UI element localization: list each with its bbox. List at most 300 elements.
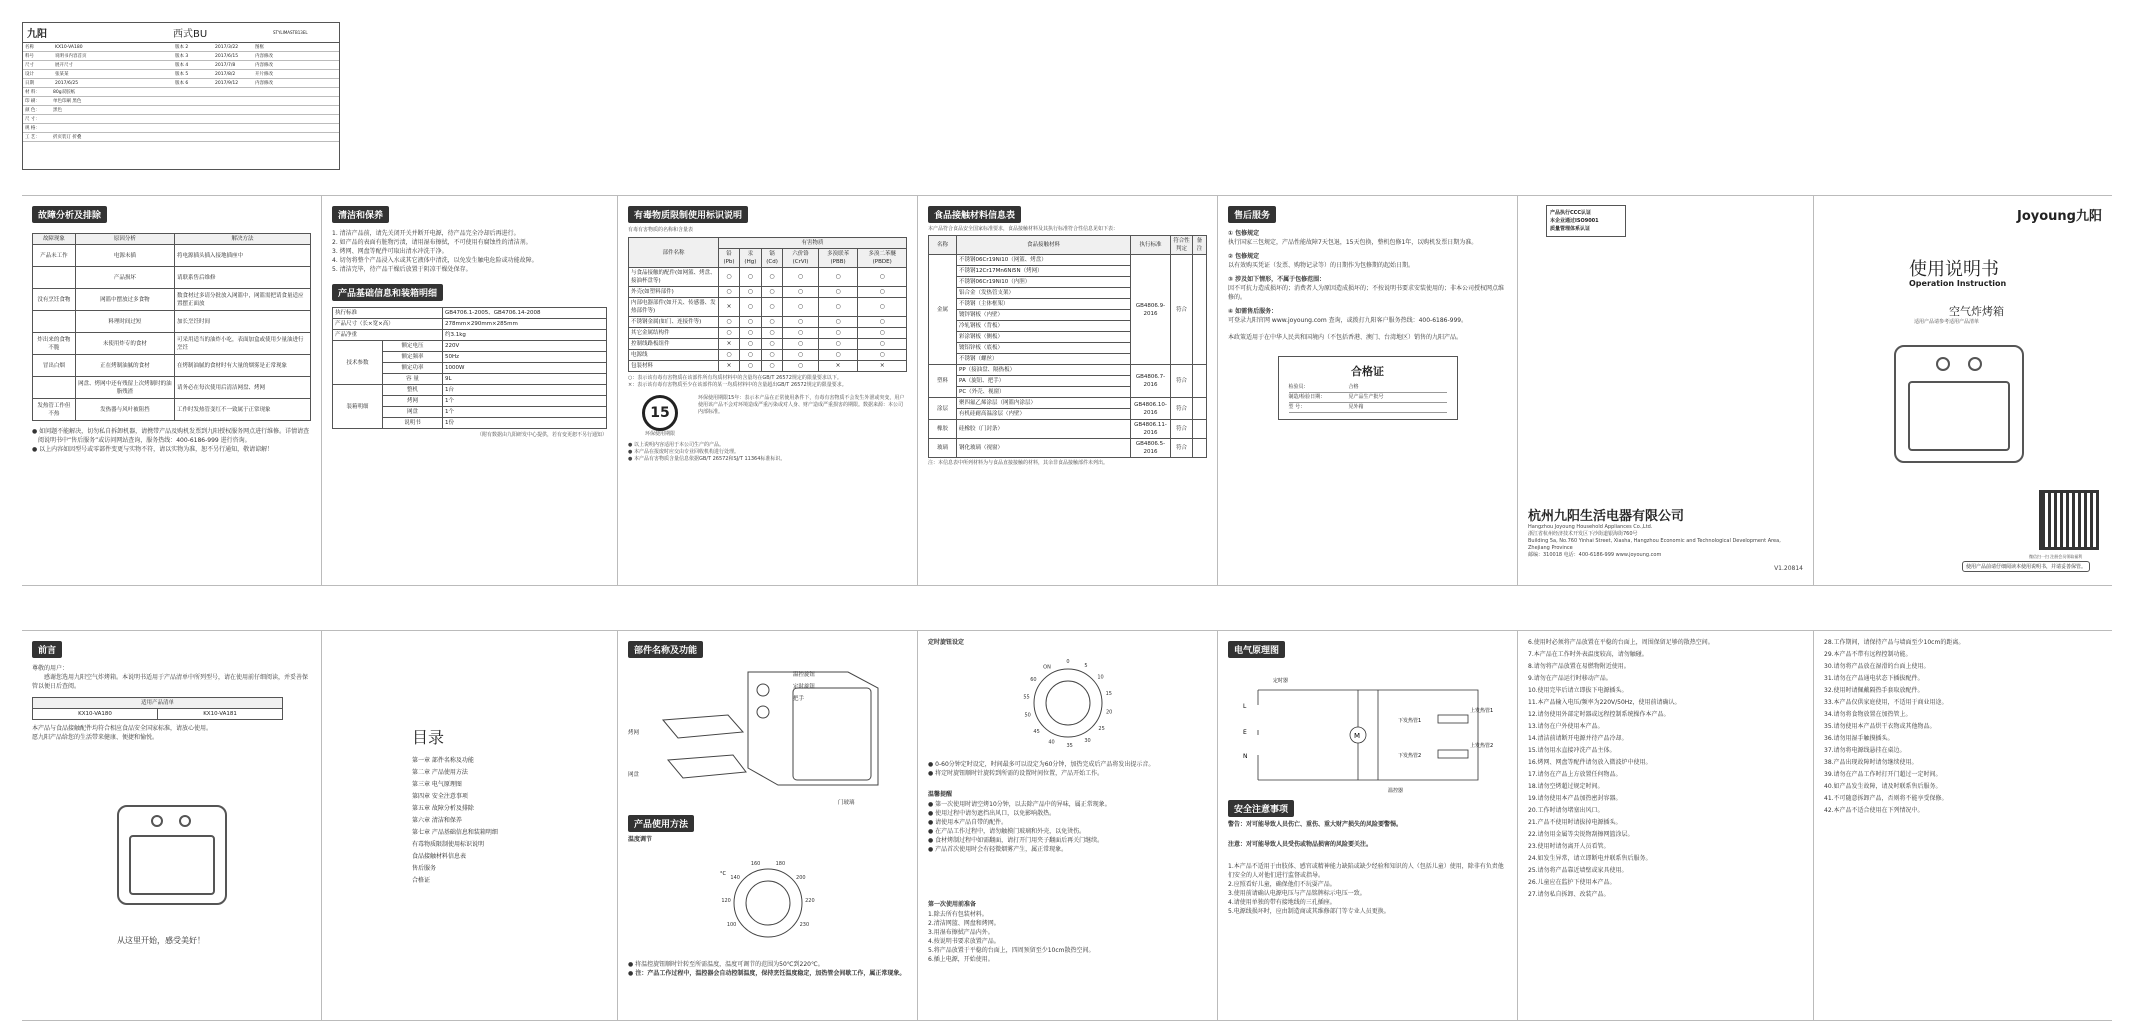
fault-cell [33,311,76,333]
toc-item: 第一章 部件名称及功能 [412,757,474,764]
dial-tick: 35 [1066,743,1073,749]
food-res: 符合 [1171,420,1193,439]
food-item: 彩涂钢板（侧板） [957,332,1131,343]
food-item: 不锈钢06Cr19Ni10（内胆） [957,277,1131,288]
toc-item: 第六章 清洁和保养 [412,817,462,824]
food-item: 不锈钢（螺丝） [957,354,1131,365]
toxic-bullet: ● 本产品有害物质含量信息依据GB/T 26572和SJ/T 11364标准标识。 [628,456,786,462]
fault-cell: 产品损坏 [75,267,174,289]
fault-cell: 请联系售后维修 [174,267,310,289]
timer-tip: ● 使用过程中请勿遮挡出风口，以免影响散热。 [928,810,1056,817]
part-label: 温控旋钮 [793,672,816,678]
toxic-mark: ○ [761,361,783,372]
safety-item: 39.请勿在产品工作时打开门超过一定时间。 [1824,771,1942,778]
c-M: M [1354,732,1361,740]
toxic-row [629,317,907,328]
toxic-mark: ○ [818,298,858,317]
fault-row [33,399,311,421]
spec-extra-val: 单色印刷 黑色 [53,99,82,104]
toxic-header: 铅(Pb) [719,249,740,268]
part-label: 烤网 [628,730,640,736]
cover-product: 空气炸烤箱 [1949,305,2004,318]
safety-item: 29.本产品不带有远程控制功能。 [1824,651,1912,658]
service-heading: ① 包修规定 [1228,230,1260,237]
spec-val: GB4706.1-2005、GB4706.14-2008 [443,308,607,319]
spec-extra-row [23,106,339,115]
spec-extra-val: 黑色 [53,108,62,113]
spec-division: 西式BU [173,29,208,40]
spec-cell: 尺寸 [25,63,34,68]
c-h2: 上发热管1 [1470,708,1494,714]
spec-cell: 版本 5 [175,72,189,77]
food-item: 冷轧钢板（背板） [957,321,1131,332]
parts-title: 部件名称及功能 [628,641,703,658]
spec-extra-val: 折页装订 折叠 [53,135,82,140]
safety-item: 18.请勿空烤超过规定时间。 [1528,783,1604,790]
first-step: 1.除去所有包装材料。 [928,911,988,918]
clean-item: 5. 清洁完毕，待产品干燥后放置于阴凉干燥处保存。 [332,266,472,273]
spec-key: 产品净重 [333,330,443,341]
toxic-mark: ○ [761,317,783,328]
toxic-bullet: ● 本产品在报废时应交由专业回收机构进行处理。 [628,449,739,455]
spec-cell: 2017/6/15 [215,54,239,59]
food-header: 执行标准 [1131,236,1171,255]
safety-item: 14.清洁前请断开电源并待产品冷却。 [1528,735,1628,742]
spec-row [23,70,339,79]
toxic-mark: × [818,361,858,372]
toxic-mark: ○ [739,350,761,361]
spec-cell: 内容修改 [255,63,273,68]
safety-item: 12.请勿使用外部定时器或远程控制系统操作本产品。 [1528,711,1670,718]
toxic-mark: ○ [818,287,858,298]
spec-extra-val: 80g双胶纸 [53,90,76,95]
spec-cell: 日期 [25,81,34,86]
fault-header: 故障现象 [33,234,76,245]
safety-item: 30.请勿将产品放在湿滑的台面上使用。 [1824,663,1930,670]
clean-item: 2. 如产品的表面有脏物污渍，请用湿布擦拭，不可使用有腐蚀性的清洁剂。 [332,239,532,246]
toxic-mark: ○ [739,317,761,328]
fault-header: 原因分析 [75,234,174,245]
part-label: 门玻璃 [838,800,855,806]
toxic-mark: ○ [783,287,818,298]
service-text: 可登录九阳官网 www.joyoung.com 查询，或拨打九阳客户服务热线：400-6186-999。 [1228,317,1468,324]
fault-cell [33,267,76,289]
c-N: N [1243,753,1248,760]
toxic-group: 有害物质 [719,238,907,249]
toxic-part: 其它金属结构件 [629,328,719,339]
timer-tip: ● 请使用本产品自带的配件。 [928,819,1008,826]
safety-item: 7.本产品在工作时外表温度较高，请勿触碰。 [1528,651,1648,658]
toxic-mark: ○ [858,298,907,317]
usage-title: 产品使用方法 [628,815,694,832]
part-label: 网盘 [628,772,640,778]
safety-caution: 注意：对可能导致人员受伤或物品损害的风险要关注。 [1228,841,1373,848]
panel-service [1218,195,1518,585]
safety-item: 20.工作时请勿堵塞出风口。 [1528,807,1604,814]
toc-item: 第七章 产品基础信息和装箱明细 [412,829,498,836]
fault-cell: 电源未插 [75,245,174,267]
toxic-mark: ○ [818,339,858,350]
food-std: GB4806.9-2016 [1131,255,1171,365]
spec-cell: 2017/9/12 [215,81,239,86]
toxic-mark: ○ [783,268,818,287]
fault-cell: 网篮中摆放过多食物 [75,289,174,311]
cert-val: 见外箱 [1348,404,1364,410]
company-addr: 浙江省杭州经济技术开发区下沙街道银海街760号 [1528,531,1638,537]
toxic-header: 多溴联苯(PBB) [818,249,858,268]
parts-note: ● 注：产品工作过程中，温控器会自动控制温度，保持烹饪温度稳定，加热管会间歇工作，属正常现象。 [628,970,906,977]
toxic-mark: ○ [858,287,907,298]
toxic-header: 六价铬(CrVI) [783,249,818,268]
spec-brand: 九阳 [27,29,47,40]
company-contact: 邮编：310018 电话：400-6186-999 www.joyoung.com [1528,552,1662,558]
toxic-header: 镉(Cd) [761,249,783,268]
food-remark [1193,420,1207,439]
toxic-mark: ○ [783,298,818,317]
spec-cell: 图框 [255,45,264,50]
spec-val: 278mm×290mm×285mm [443,319,607,330]
company-name-en: Hangzhou Joyoung Household Appliances Co.,Ltd. [1528,524,1653,530]
tech-val: 220V [443,341,607,352]
food-res: 符合 [1171,398,1193,420]
toxic-mark: × [858,361,907,372]
panel-circuit [1218,630,1518,1020]
cert-val: 见产品生产批号 [1348,394,1384,400]
fault-cell: 料理时间过短 [75,311,174,333]
food-remark [1193,439,1207,458]
safety-item: 34.请勿将食物放置在加热管上。 [1824,711,1912,718]
model-1: KX10-VA180 [33,709,158,720]
spec-row [23,61,339,70]
toxic-mark: ○ [739,268,761,287]
cover-sub: 适用产品请参考适用产品清单 [1914,319,1980,325]
spec-title: 产品基础信息和装箱明细 [332,284,443,301]
fault-cell: 请务必在每次使用后清洁网盘、烤网 [174,377,310,399]
toc-item: 售后服务 [412,865,437,872]
toxic-subtitle: 有毒有害物质的名称和含量表 [628,227,694,233]
spec-cell: 2017/8/2 [215,72,236,77]
spec-extra-row [23,115,339,124]
food-item: PP（接油盘、隔热板） [957,365,1131,376]
c-E: E [1243,729,1247,736]
safety-item: 41.不可随意拆卸产品，否则将不能享受保修。 [1824,795,1948,802]
toc-title: 目录 [412,728,445,747]
safety-item: 26.儿童应在监护下使用本产品。 [1528,879,1616,886]
service-heading: ④ 如需售后服务： [1228,308,1278,315]
food-item: 聚四氟乙烯涂层（网篮内涂层） [957,398,1131,409]
qr-caption: 微信扫一扫 注册会员领取福利 [2029,554,2083,559]
fault-table [32,233,311,421]
fault-cell: 发热器与风叶被阻挡 [75,399,174,421]
preface-greeting: 尊敬的用户： [32,665,69,672]
toxic-row [629,268,907,287]
first-step: 5.将产品放置于平稳的台面上，四周预留至少10cm散热空间。 [928,947,1095,954]
dial-tick: 100 [726,922,737,928]
service-heading: ③ 涉及如下情形，不属于包修范围： [1228,276,1326,283]
cert-title: 合格证 [1351,365,1384,378]
safety-item: 15.请勿用水直接冲洗产品主体。 [1528,747,1616,754]
fault-note: ● 如问题不能解决，切勿私自拆卸机器，请携带产品及购机发票到九阳授权服务网点进行维修。详情请查阅说明书中“售后服务”或访问网站查询，服务热线：400-6186-999 进行咨询。 [32,428,310,444]
first-step: 2.清洁网篮、网盘和烤网。 [928,920,1000,927]
food-remark [1193,255,1207,365]
fault-cell: 正在烤制油腻的食材 [75,355,174,377]
safety-item: 28.工作期间，请保持产品与墙面至少10cm的距离。 [1824,639,1965,646]
tech-key: 额定功率 [383,363,443,374]
food-group: 塑料 [929,365,957,398]
toxic-mark: ○ [761,287,783,298]
safety-item: 25.请勿将产品靠近墙壁或家具使用。 [1528,867,1628,874]
toxic-mark: ○ [818,268,858,287]
spec-cell: 内容修改 [255,81,273,86]
cover-footer: 使用产品前请仔细阅读本使用说明书，并请妥善保管。 [1962,561,2090,572]
spec-extra-row [23,97,339,106]
toxic-mark: ○ [719,287,740,298]
fault-cell: 网盘、烤网中还有残留上次烤制时的油脂残渣 [75,377,174,399]
dial-tick: 0 [1066,659,1070,665]
dial-tick: 220 [805,897,815,904]
timer-tip: ● 在产品工作过程中，请勿触摸门玻璃和外壳，以免烫伤。 [928,828,1086,835]
cert-key: 检验员： [1288,384,1309,390]
safety-item: 6.使用时必须将产品放置在平稳的台面上，周围保留足够的散热空间。 [1528,639,1714,646]
food-header: 符合性判定 [1171,236,1193,255]
spec-row [23,43,339,52]
dial-tick: 10 [1097,674,1104,681]
dial-tick: 55 [1023,694,1030,701]
food-std: GB4806.5-2016 [1131,439,1171,458]
spec-extra-key: 工 艺： [25,135,40,140]
spec-key: 产品尺寸（长×宽×高） [333,319,443,330]
spec-extra-key: 颜 色： [25,108,40,113]
tech-key: 容 量 [383,374,443,385]
toxic-part: 与食品接触的配件(如网篮、烤盘、接油杯盘等) [629,268,719,287]
toxic-mark: ○ [858,350,907,361]
service-text: 因不可抗力造成损坏的；消费者人为原因造成损坏的；不按说明书要求安装使用的；非本公司授权网点维修的。 [1228,285,1505,301]
preface-note: 本产品与食品接触配件均符合相应食品安全国家标准，请放心使用。 [32,725,213,732]
spec-cell: 版本 4 [175,63,189,68]
fault-cell: 数食材过多请分批放入网篮中，网篮需把请食量适应置摆正面放 [174,289,310,311]
version: V1.20814 [1774,565,1803,572]
toxic-header: 多溴二苯醚(PBDE) [858,249,907,268]
toxic-part: 电源线 [629,350,719,361]
panel-toc [322,630,618,1020]
timer-note: ● 0-60分钟定时设定，时间最多可以设定为60分钟，加热完成后产品将发出提示音。 [928,761,1155,768]
toxic-mark: ○ [719,328,740,339]
toxic-row [629,339,907,350]
preface-oven [117,805,227,905]
ccc-line: 本企业通过ISO9001 [1550,218,1599,224]
fault-row [33,377,311,399]
model-list-title: 适用产品清单 [33,698,283,709]
clean-item: 3. 烤网、网盘等配件可取出清水冲洗干净。 [332,248,448,255]
preface-body: 感谢您选用九阳空气炸烤箱。本说明书适用于产品清单中所列型号，请在使用前仔细阅读，并妥善保管以便日后查阅。 [32,674,309,690]
c-h1: 下发热管1 [1398,718,1422,724]
parts-diagram [628,660,908,810]
fault-cell: 工作时发热管变红不一致属于正常现象 [174,399,310,421]
toxic-mark: ○ [858,317,907,328]
c-L: L [1243,703,1247,710]
toxic-mark: ○ [719,268,740,287]
safety-item: 33.本产品仅供家庭使用，不适用于商业用途。 [1824,699,1948,706]
spec-row [333,319,607,330]
fault-cell: 炸出来的食物不脆 [33,333,76,355]
first-step: 3.用湿布擦拭产品内外。 [928,929,994,936]
food-item: PC（外壳、视窗） [957,387,1131,398]
spec-key: 执行标准 [333,308,443,319]
food-item: 镀铝锌板（底板） [957,343,1131,354]
panel-fault [22,195,322,585]
toxic-mark: ○ [818,350,858,361]
cert-row [1289,403,1447,413]
safety-item: 13.请勿在户外使用本产品。 [1528,723,1604,730]
model-table [32,697,283,720]
spec-cell: 版本 2 [175,45,189,50]
parts-note: ● 将温控旋钮顺时针转至所需温度，温度可调节的范围为50℃到220℃。 [628,961,824,968]
toxic-mark: ○ [719,317,740,328]
fault-row [33,355,311,377]
fault-row [33,245,311,267]
circuit-diagram [1228,660,1508,795]
pack-label: 装箱明细 [333,385,383,429]
toxic-mark: ○ [783,328,818,339]
tech-val: 1000W [443,363,607,374]
food-item: 有机硅耐高温涂层（内壁） [957,409,1131,420]
preface-caption: 从这里开始，感受美好！ [117,936,205,945]
safety-item: 17.请勿在产品上方放置任何物品。 [1528,771,1622,778]
dial-tick: 20 [1106,709,1113,716]
toxic-legend: ×：表示该有毒有害物质至少在该部件的某一均质材料中的含量超出GB/T 26572规定的限量要求。 [628,382,847,388]
toxic-row [629,298,907,317]
toxic-mark: ○ [719,350,740,361]
dial-tick: ON [1043,664,1051,671]
pack-key: 整机 [383,385,443,396]
toxic-mark: ○ [739,298,761,317]
cert-row [1289,393,1447,403]
tech-val: 50Hz [443,352,607,363]
safety-item: 19.请勿使用本产品加热密封容器。 [1528,795,1622,802]
toxic-part: 控制线路板组件 [629,339,719,350]
food-group: 金属 [929,255,957,365]
dial-tick: 45 [1033,728,1040,735]
food-res: 符合 [1171,365,1193,398]
epup-caption: 环保使用期限 [644,431,675,437]
toxic-mark: ○ [783,361,818,372]
toxic-mark: × [719,361,740,372]
toxic-mark: ○ [858,328,907,339]
service-title: 售后服务 [1228,206,1276,223]
toc-item: 第二章 产品使用方法 [412,769,468,776]
ccc-line: 产品执行CCC认证 [1550,210,1592,216]
safety-item: 37.请勿将电源线悬挂在桌边。 [1824,747,1906,754]
dial-tick: 160 [750,860,761,867]
dial-tick: 180 [775,860,786,867]
dial-tick: 230 [799,922,810,928]
timer-title: 定时旋钮设定 [928,639,965,646]
dial-tick: 30 [1084,738,1091,745]
safety-item: 32.使用时请佩戴隔热手套取放配件。 [1824,687,1924,694]
safety-item: 22.请勿用金属等尖锐物刮擦网篮涂层。 [1528,831,1634,838]
dial-tick: 40 [1048,739,1055,746]
safety-title: 安全注意事项 [1228,800,1294,817]
spec-extra-key: 印 刷： [25,99,40,104]
panel-safety-2 [1518,630,1814,1020]
safety-item: 31.请勿在产品通电状态下插拔配件。 [1824,675,1924,682]
spec-cell: 2017/6/25 [55,81,79,86]
fault-title: 故障分析及排除 [32,206,107,223]
spec-extra-key: 尺 寸： [25,117,40,122]
timer-tip: ● 食材烤制过程中如需翻面，请打开门用夹子翻面后再关门继续。 [928,837,1104,844]
toxic-part: 包装材料 [629,361,719,372]
fault-note: ● 以上内容如因型号或零部件变更与实物不符，请以实物为准，恕不另行通知，敬请谅解！ [32,446,274,453]
food-row [929,365,1207,376]
cover-title-en: Operation Instruction [1909,279,2007,288]
food-group: 涂层 [929,398,957,420]
toxic-mark: ○ [739,328,761,339]
cover-title: 使用说明书 [1909,259,1999,280]
toxic-mark: ○ [818,317,858,328]
preface-title: 前言 [32,641,62,658]
tech-key: 额定电压 [383,341,443,352]
toxic-part: 外壳(如塑料部件) [629,287,719,298]
food-item: 不锈钢（主体框架） [957,299,1131,310]
toxic-table [628,237,907,372]
cover-brand: Joyoung九阳 [2017,209,2102,224]
fault-cell: 未使用炸专的食材 [75,333,174,355]
dial-tick: 15 [1105,690,1112,697]
c-thermo: 温控器 [1388,788,1404,794]
spec-table [332,307,607,429]
toxic-mark: ○ [761,339,783,350]
fault-row [33,311,311,333]
timer-tip: ● 产品首次使用时会有轻微烟雾产生，属正常现象。 [928,846,1068,853]
fault-cell: 发热管工作但不热 [33,399,76,421]
spec-extra-row [23,88,339,97]
panel-food [918,195,1218,585]
safety-warn: 警告：对可能导致人员伤亡、重伤、重大财产损失的风险要警惕。 [1228,821,1403,828]
pack-row [333,385,607,396]
part-label: 把手 [793,696,805,702]
safety-item: 2.应照看好儿童，确保他们不玩耍产品。 [1228,881,1336,888]
spec-row [333,330,607,341]
spec-cell: 内容修改 [255,54,273,59]
qr-code [2039,490,2099,550]
company-addr-en: Building 5a, No.760 Yinhai Street, Xiasha, Hangzhou Economic and Technological Development Area, Zhejiang Province [1528,538,1781,551]
panel-safety-3 [1814,630,2112,1020]
cert-key: 型 号： [1288,404,1306,410]
clean-title: 清洁和保养 [332,206,389,223]
timer-note: ● 将定时旋钮顺时针旋转到所需的设置时间位置，产品开始工作。 [928,770,1104,777]
panel-toxic [618,195,918,585]
toxic-mark: ○ [761,350,783,361]
toxic-mark: ○ [739,287,761,298]
toxic-mark: ○ [783,317,818,328]
epup-text: 环保使用期限15年：表示本产品在正常使用条件下，有毒有害物质不会发生外泄或突变，用户使用该产品不会对环境造成严重污染或对人身、财产造成严重损害的期限。数据来源：本公司内部标准。 [698,395,905,415]
toxic-mark: × [719,298,740,317]
dial-tick: 60 [1030,677,1037,684]
service-text: 以有效购买凭证（发票、购物记录等）的日期作为包修期的起始日期。 [1228,262,1415,269]
dial-tick: 200 [796,874,806,881]
spec-extra-key: 材 料： [25,90,40,95]
toc-item: 第三章 电气原理图 [412,781,462,788]
toc-item: 合格证 [412,877,431,884]
food-item: 不锈钢06Cr19Ni10（网篮、烤盘） [957,255,1131,266]
service-heading: ② 包修规定 [1228,253,1260,260]
part-label: 定时旋钮 [793,684,816,690]
toxic-part: 内部电器部件(如开关、传感器、发热部件等) [629,298,719,317]
pack-key: 网盘 [383,407,443,418]
tech-key: 额定频率 [383,352,443,363]
ccc-box [1546,205,1626,237]
tech-val: 9L [443,374,607,385]
